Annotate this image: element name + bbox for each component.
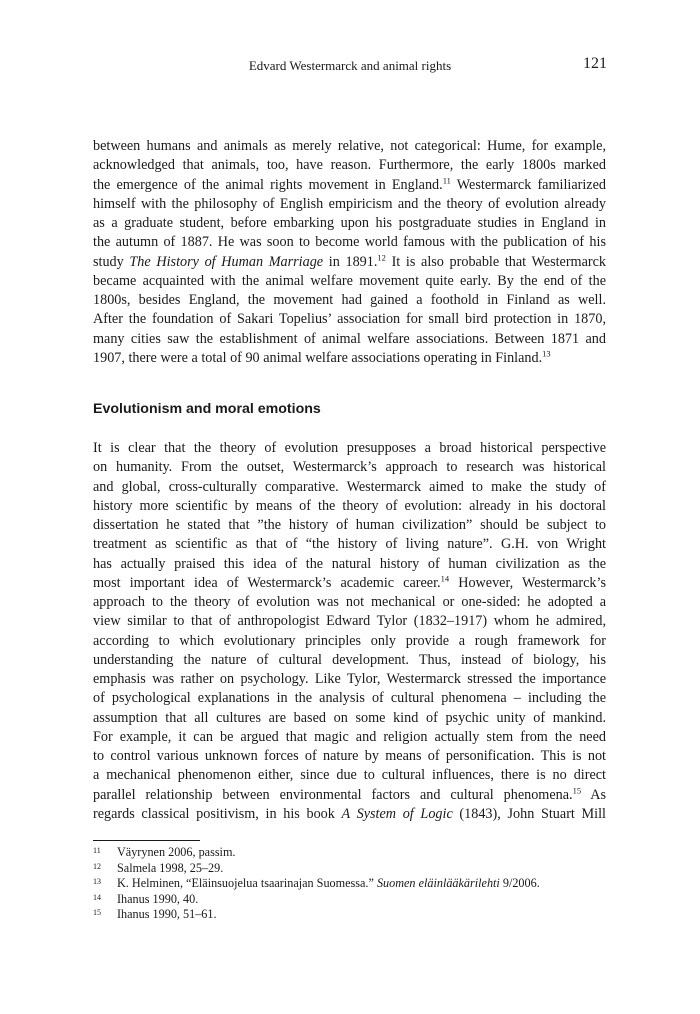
text-line: the autumn of 1887. He was soon to become world famous with the publication of his — [93, 234, 606, 251]
text-line: 1907, there were a total of 90 animal welfare associations operating in Finland.$^{13}$ — [93, 348, 551, 366]
text-line: history more scientific by means of the theory of evolution: already in his doctoral — [93, 497, 606, 514]
footnote-number: 11 — [93, 846, 101, 855]
footnote: 12 Salmela 1998, 25–29. — [93, 860, 224, 875]
footnote: 14 Ihanus 1990, 40. — [93, 891, 199, 906]
text-line: study The History of Human Marriage in 1891.12 It is also probable that Westermarck — [93, 251, 606, 270]
text-line: understanding the nature of cultural development. Thus, instead of biology, his — [93, 651, 606, 668]
footnote-number: 15 — [93, 908, 101, 917]
footnote-divider — [93, 840, 200, 841]
text-line: the emergence of the animal rights movement in England.$^{11}$ Westermarck familiarized — [93, 174, 606, 193]
text-line: according to which evolutionary principles only provide a rough framework for — [93, 632, 606, 649]
section-heading: Evolutionism and moral emotions — [93, 401, 321, 417]
text-line: assumption that all cultures are based on some kind of psychic unity of mankind. — [93, 709, 606, 726]
running-header — [0, 56, 700, 76]
text-line: of psychological explanations in the analysis of cultural phenomena – including the — [93, 690, 606, 707]
footnote-number: 12 — [93, 861, 101, 871]
text-line: himself with the philosophy of English empiricism and the theory of evolution already — [93, 195, 606, 212]
text-line: on humanity. From the outset, Westermarck’s approach to research was historical — [93, 459, 606, 476]
text-line: a mechanical phenomenon either, since due to cultural influences, there is no direct — [93, 767, 606, 784]
journal-title: Suomen eläinlääkärilehti — [376, 876, 500, 890]
book-title: A System of Logic — [341, 805, 453, 822]
text-line: After the foundation of Sakari Topelius’ association for small bird protection in 1870, — [93, 311, 606, 328]
page-number: 121 — [583, 55, 607, 72]
text-line: many cities saw the establishment of animal welfare associations. Between 1871 and — [93, 330, 606, 347]
footnotes — [93, 845, 606, 923]
text-line: acknowledged that animals, too, have reason. Furthermore, the early 1800s marked — [93, 157, 606, 174]
paragraph-2 — [93, 439, 606, 824]
footnote: 11 Väyrynen 2006, passim. — [93, 845, 236, 859]
text-line: treatment as scientific as that of “the history of living nature”. G.H. von Wright — [93, 536, 606, 553]
running-title: Edvard Westermarck and animal rights — [248, 58, 452, 73]
text-line: and global, cross-culturally comparative. Westermarck aimed to make the study of — [93, 478, 606, 495]
text-line: dissertation he stated that ”the history of human civilization” should be subject to — [93, 517, 606, 533]
footnote-ref-15: 15 — [572, 784, 582, 795]
footnote: 15 Ihanus 1990, 51–61. — [93, 907, 217, 921]
footnote-ref-13: 13 — [542, 348, 551, 359]
book-title: The History of Human Marriage — [129, 253, 324, 270]
footnote-ref-11: 11 — [442, 174, 451, 185]
text-line: It is clear that the theory of evolution presupposes a broad historical perspective — [93, 440, 606, 456]
text-line: between humans and animals as merely relative, not categorical: Hume, for example, — [93, 138, 606, 154]
text-line: became acquainted with the animal welfare movement quite early. By the end of the — [93, 272, 606, 289]
text-line: most important idea of Westermarck’s academic career.$^{14}$ However, Westermarck’s — [93, 573, 606, 591]
text-line: view similar to that of anthropologist Edward Tylor (1832–1917) whom he admired, — [93, 613, 606, 630]
text-line: as a graduate student, before embarking upon his postgraduate studies in England in — [93, 215, 606, 231]
footnote-ref-12: 12 — [377, 251, 386, 262]
text-line: to control various unknown forces of nature by means of personification. This is not — [93, 748, 606, 764]
paragraph-1 — [93, 137, 606, 368]
text-line: has actually praised this idea of the natural history of human civilization as the — [93, 555, 606, 572]
text-line: For example, it can be argued that magic and religion actually stem from the need — [93, 728, 606, 745]
footnote-number: 13 — [93, 877, 101, 886]
footnote-ref-14: 14 — [440, 573, 450, 584]
text-line: emphasis was rather on psychology. Like Tylor, Westermarck stressed the importance — [93, 671, 606, 687]
text-line: regards classical positivism, in his book A System of Logic (1843), John Stuart Mill — [93, 805, 606, 822]
text-line: parallel relationship between environmental factors and cultural phenomena.$^{15}$ As — [93, 784, 607, 803]
text-line: 1800s, besides England, the movement had gained a foothold in Finland as well. — [93, 292, 606, 308]
footnote: 13 K. Helminen, “Eläinsuojelua tsaarinajan Suomessa.” Suomen eläinlääkärilehti 9/2006. — [93, 876, 540, 890]
text-line: approach to the theory of evolution was not mechanical or one-sided: he adopted a — [93, 594, 606, 610]
footnote-number: 14 — [93, 892, 101, 902]
